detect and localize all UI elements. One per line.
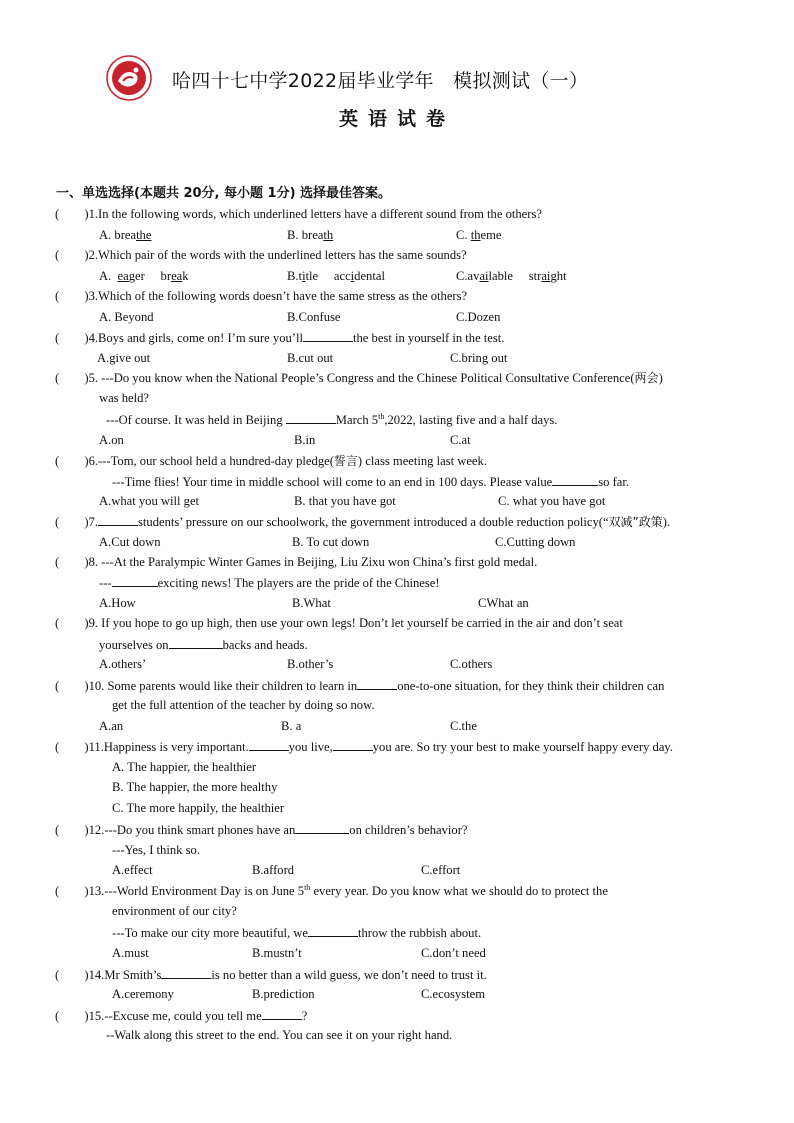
q11-option-a: A. The happier, the healthier	[112, 760, 257, 774]
question-3: ( )3.Which of the following words doesn’t have the same stress as the others?	[55, 289, 468, 303]
q13-option-a: A.must	[112, 946, 149, 960]
question-10: ( )10. Some parents would like their children to learn in one-to-one situation, for they think their children can	[55, 679, 665, 693]
q6-option-a: A.what you will get	[99, 494, 200, 508]
q2-option-b: B.title accidental	[287, 269, 385, 283]
q14-option-a: A.ceremony	[112, 987, 174, 1001]
q4-option-b: B.cut out	[287, 351, 334, 365]
q12-reply: ---Yes, I think so.	[112, 843, 200, 857]
q10-option-b: B. a	[281, 719, 302, 733]
question-8: ( )8. ---At the Paralympic Winter Games in Beijing, Liu Zixu won China’s first gold medal.	[55, 555, 538, 569]
question-14: ( )14.Mr Smith’s is no better than a wild guess, we don’t need to trust it.	[55, 968, 487, 982]
q7-option-c: C.Cutting down	[495, 535, 576, 549]
q3-option-c: C.Dozen	[456, 310, 501, 324]
q9-option-a: A.others’	[99, 657, 147, 671]
q5-reply: ---Of course. It was held in Beijing March 5th,2022, lasting five and a half days.	[106, 411, 558, 427]
question-12: ( )12.---Do you think smart phones have an on children’s behavior?	[55, 823, 468, 837]
q6-option-c: C. what you have got	[498, 494, 606, 508]
q14-option-c: C.ecosystem	[421, 987, 486, 1001]
q10-option-a: A.an	[99, 719, 124, 733]
q5-option-a: A.on	[99, 433, 124, 447]
exam-title: 哈四十七中学2022届毕业学年 模拟测试（一）	[172, 70, 589, 92]
q6-reply: ---Time flies! Your time in middle school will come to an end in 100 days. Please value so far.	[112, 475, 630, 489]
q1-option-b: B. breath	[287, 228, 334, 242]
q5-option-b: B.in	[294, 433, 316, 447]
q8-option-a: A.How	[99, 596, 136, 610]
q4-option-a: A.give out	[97, 351, 151, 365]
q11-option-c: C. The more happily, the healthier	[112, 801, 285, 815]
q13-option-b: B.mustn’t	[252, 946, 302, 960]
q8-reply: --- exciting news! The players are the pride of the Chinese!	[99, 576, 440, 590]
q13-option-c: C.don’t need	[421, 946, 486, 960]
q8-option-b: B.What	[292, 596, 331, 610]
q10-option-c: C.the	[450, 719, 477, 733]
question-15: ( )15.--Excuse me, could you tell me ?	[55, 1009, 308, 1023]
q5-stem-continued: was held?	[99, 391, 150, 405]
q12-option-b: B.afford	[252, 863, 295, 877]
section-heading: 一、单选选择(本题共 20分, 每小题 1分) 选择最佳答案。	[56, 186, 392, 201]
q13-stem-continued: environment of our city?	[112, 904, 237, 918]
question-1: ( )1.In the following words, which underlined letters have a different sound from the others?	[55, 207, 542, 221]
q7-option-b: B. To cut down	[292, 535, 370, 549]
q9-stem-continued: yourselves on backs and heads.	[99, 638, 308, 652]
q14-option-b: B.prediction	[252, 987, 315, 1001]
q13-reply: ---To make our city more beautiful, we throw the rubbish about.	[112, 926, 482, 940]
q12-option-a: A.effect	[112, 863, 153, 877]
question-7: ( )7. students’ pressure on our schoolwork, the government introduced a double reduction policy(“双减”政策).	[55, 515, 671, 529]
exam-subtitle: 英语试卷	[338, 108, 455, 130]
q1-option-a: A. breathe	[99, 228, 152, 242]
question-6: ( )6.---Tom, our school held a hundred-day pledge(誓言) class meeting last week.	[55, 454, 487, 468]
q1-option-c: C. theme	[456, 228, 502, 242]
question-11: ( )11.Happiness is very important. you live, you are. So try your best to make yourself happy every day.	[55, 740, 674, 754]
school-logo	[106, 55, 152, 101]
q15-reply: --Walk along this street to the end. You can see it on your right hand.	[106, 1028, 453, 1042]
q6-option-b: B. that you have got	[294, 494, 396, 508]
q4-option-c: C.bring out	[450, 351, 508, 365]
q2-option-c: C.available straight	[456, 269, 567, 283]
q11-option-b: B. The happier, the more healthy	[112, 780, 278, 794]
q3-option-a: A. Beyond	[99, 310, 154, 324]
question-2: ( )2.Which pair of the words with the underlined letters has the same sounds?	[55, 248, 467, 262]
question-13: ( )13.---World Environment Day is on June 5th every year. Do you know what we should do to protect the	[55, 882, 608, 898]
question-4: ( )4.Boys and girls, come on! I’m sure you’ll the best in yourself in the test.	[55, 331, 505, 345]
q8-option-c: CWhat an	[478, 596, 529, 610]
q12-option-c: C.effort	[421, 863, 461, 877]
question-9: ( )9. If you hope to go up high, then use your own legs! Don’t let yourself be carried in the air and don’t seat	[55, 616, 623, 630]
q9-option-b: B.other’s	[287, 657, 334, 671]
q3-option-b: B.Confuse	[287, 310, 341, 324]
question-5: ( )5. ---Do you know when the National People’s Congress and the Chinese Political Consultative Conference(两会)	[55, 371, 663, 385]
q10-stem-continued: get the full attention of the teacher by doing so now.	[112, 698, 375, 712]
q5-option-c: C.at	[450, 433, 471, 447]
q9-option-c: C.others	[450, 657, 493, 671]
q2-option-a: A. eager break	[99, 269, 189, 283]
q7-option-a: A.Cut down	[99, 535, 161, 549]
